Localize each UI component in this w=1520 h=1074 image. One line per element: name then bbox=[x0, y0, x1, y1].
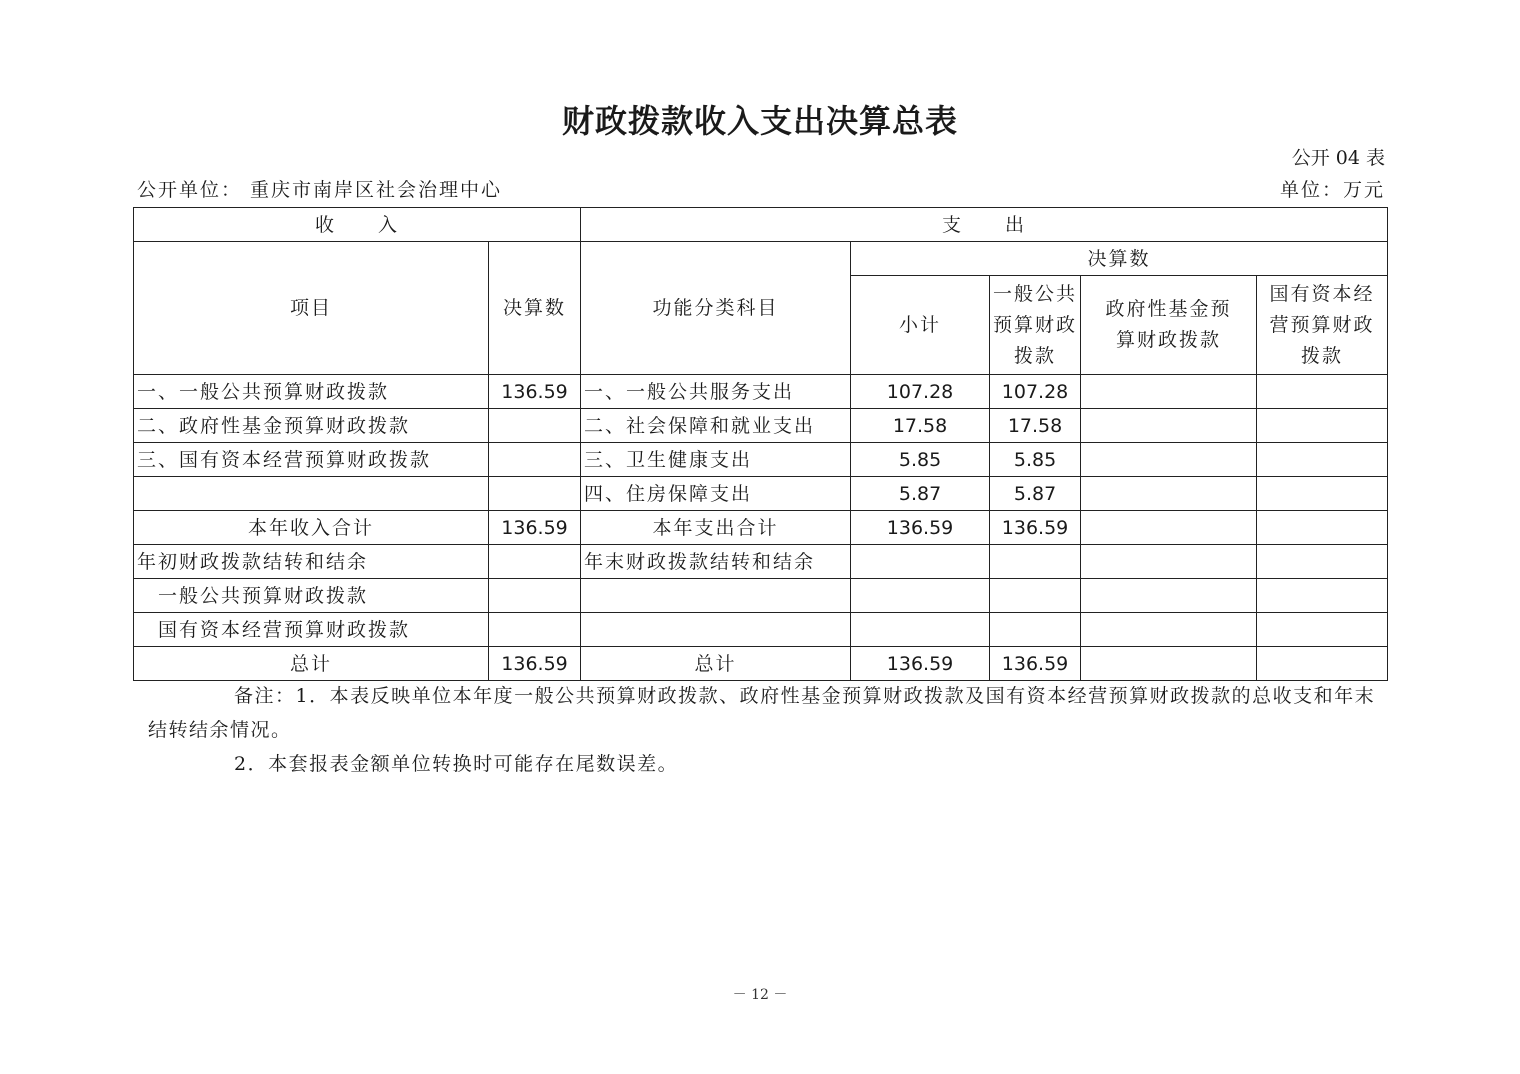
income-item-cell: 国有资本经营预算财政拨款 bbox=[134, 613, 489, 647]
header-function: 功能分类科目 bbox=[581, 242, 851, 375]
header-income-text: 收 入 bbox=[315, 213, 400, 236]
income-item-cell: 一、一般公共预算财政拨款 bbox=[134, 375, 489, 409]
subtotal-cell bbox=[851, 613, 990, 647]
note-1: 备注：1．本表反映单位本年度一般公共预算财政拨款、政府性基金预算财政拨款及国有资本经营预算财政拨款的总收支和年末结转结余情况。 bbox=[148, 685, 1376, 741]
header-item: 项目 bbox=[134, 242, 489, 375]
table-row bbox=[134, 647, 1388, 681]
income-item-cell: 本年收入合计 bbox=[134, 511, 489, 545]
subtotal-cell bbox=[851, 579, 990, 613]
income-item-cell: 年初财政拨款结转和结余 bbox=[134, 545, 489, 579]
expense-item-cell bbox=[581, 613, 851, 647]
income-amount-cell: 136.59 bbox=[489, 375, 581, 409]
fund-budget-cell bbox=[1081, 511, 1257, 545]
state-capital-cell bbox=[1257, 545, 1388, 579]
subtotal-cell: 136.59 bbox=[851, 511, 990, 545]
subtotal-cell: 5.87 bbox=[851, 477, 990, 511]
table-row bbox=[134, 409, 1388, 443]
expense-item-cell: 总计 bbox=[581, 647, 851, 681]
subtotal-cell bbox=[851, 545, 990, 579]
general-budget-cell: 136.59 bbox=[990, 511, 1081, 545]
fund-budget-cell bbox=[1081, 579, 1257, 613]
header-subtotal: 小计 bbox=[851, 276, 990, 375]
header-settlement-group: 决算数 bbox=[851, 242, 1388, 276]
table-row bbox=[134, 579, 1388, 613]
state-capital-cell bbox=[1257, 511, 1388, 545]
fund-budget-cell bbox=[1081, 477, 1257, 511]
state-capital-cell bbox=[1257, 443, 1388, 477]
header-income-group bbox=[134, 208, 581, 242]
page-number: － 12 － bbox=[732, 987, 788, 1003]
expense-item-cell: 本年支出合计 bbox=[581, 511, 851, 545]
notes bbox=[148, 679, 1388, 781]
state-capital-cell bbox=[1257, 477, 1388, 511]
income-item-cell: 三、国有资本经营预算财政拨款 bbox=[134, 443, 489, 477]
header-amount: 决算数 bbox=[489, 242, 581, 375]
unit-name: 重庆市南岸区社会治理中心 bbox=[250, 179, 503, 201]
income-amount-cell: 136.59 bbox=[489, 511, 581, 545]
expense-item-cell: 三、卫生健康支出 bbox=[581, 443, 851, 477]
expense-item-cell: 二、社会保障和就业支出 bbox=[581, 409, 851, 443]
income-amount-cell bbox=[489, 477, 581, 511]
income-amount-cell bbox=[489, 613, 581, 647]
income-item-cell: 总计 bbox=[134, 647, 489, 681]
table-row bbox=[134, 613, 1388, 647]
form-number: 公开 04 表 bbox=[1291, 147, 1385, 169]
page-title: 财政拨款收入支出决算总表 bbox=[561, 102, 958, 140]
header-row-group bbox=[134, 208, 1388, 242]
table-row bbox=[134, 375, 1388, 409]
header-row-settlement bbox=[134, 242, 1388, 276]
fund-budget-cell bbox=[1081, 409, 1257, 443]
income-amount-cell bbox=[489, 443, 581, 477]
header-expense-text: 支 出 bbox=[942, 213, 1027, 236]
header-expense-group bbox=[581, 208, 1388, 242]
general-budget-cell bbox=[990, 579, 1081, 613]
subtotal-cell: 107.28 bbox=[851, 375, 990, 409]
expense-item-cell: 年末财政拨款结转和结余 bbox=[581, 545, 851, 579]
general-budget-cell: 107.28 bbox=[990, 375, 1081, 409]
expense-item-cell: 四、住房保障支出 bbox=[581, 477, 851, 511]
unit-label: 公开单位： bbox=[137, 179, 243, 201]
header-fund-budget: 政府性基金预算财政拨款 bbox=[1081, 276, 1257, 375]
header-state-capital: 国有资本经营预算财政拨款 bbox=[1257, 276, 1388, 375]
table-row bbox=[134, 443, 1388, 477]
publishing-unit bbox=[137, 175, 502, 202]
general-budget-cell: 136.59 bbox=[990, 647, 1081, 681]
state-capital-cell bbox=[1257, 613, 1388, 647]
fund-budget-cell bbox=[1081, 375, 1257, 409]
currency-unit: 单位：万元 bbox=[1279, 179, 1385, 201]
general-budget-cell: 17.58 bbox=[990, 409, 1081, 443]
fund-budget-cell bbox=[1081, 545, 1257, 579]
general-budget-cell: 5.85 bbox=[990, 443, 1081, 477]
income-item-cell: 一般公共预算财政拨款 bbox=[134, 579, 489, 613]
state-capital-cell bbox=[1257, 647, 1388, 681]
income-amount-cell: 136.59 bbox=[489, 647, 581, 681]
income-amount-cell bbox=[489, 545, 581, 579]
state-capital-cell bbox=[1257, 375, 1388, 409]
subtotal-cell: 136.59 bbox=[851, 647, 990, 681]
expense-item-cell bbox=[581, 579, 851, 613]
header-general-budget: 一般公共预算财政拨款 bbox=[990, 276, 1081, 375]
fund-budget-cell bbox=[1081, 443, 1257, 477]
expense-item-cell: 一、一般公共服务支出 bbox=[581, 375, 851, 409]
state-capital-cell bbox=[1257, 409, 1388, 443]
income-item-cell bbox=[134, 477, 489, 511]
general-budget-cell bbox=[990, 613, 1081, 647]
state-capital-cell bbox=[1257, 579, 1388, 613]
fund-budget-cell bbox=[1081, 613, 1257, 647]
income-item-cell: 二、政府性基金预算财政拨款 bbox=[134, 409, 489, 443]
table-row bbox=[134, 511, 1388, 545]
subtotal-cell: 5.85 bbox=[851, 443, 990, 477]
table-row bbox=[134, 477, 1388, 511]
income-amount-cell bbox=[489, 409, 581, 443]
subtotal-cell: 17.58 bbox=[851, 409, 990, 443]
note-2: 2．本套报表金额单位转换时可能存在尾数误差。 bbox=[234, 753, 679, 775]
table-row bbox=[134, 545, 1388, 579]
fund-budget-cell bbox=[1081, 647, 1257, 681]
budget-table bbox=[133, 207, 1388, 681]
income-amount-cell bbox=[489, 579, 581, 613]
general-budget-cell: 5.87 bbox=[990, 477, 1081, 511]
general-budget-cell bbox=[990, 545, 1081, 579]
unit-line bbox=[137, 175, 1385, 202]
